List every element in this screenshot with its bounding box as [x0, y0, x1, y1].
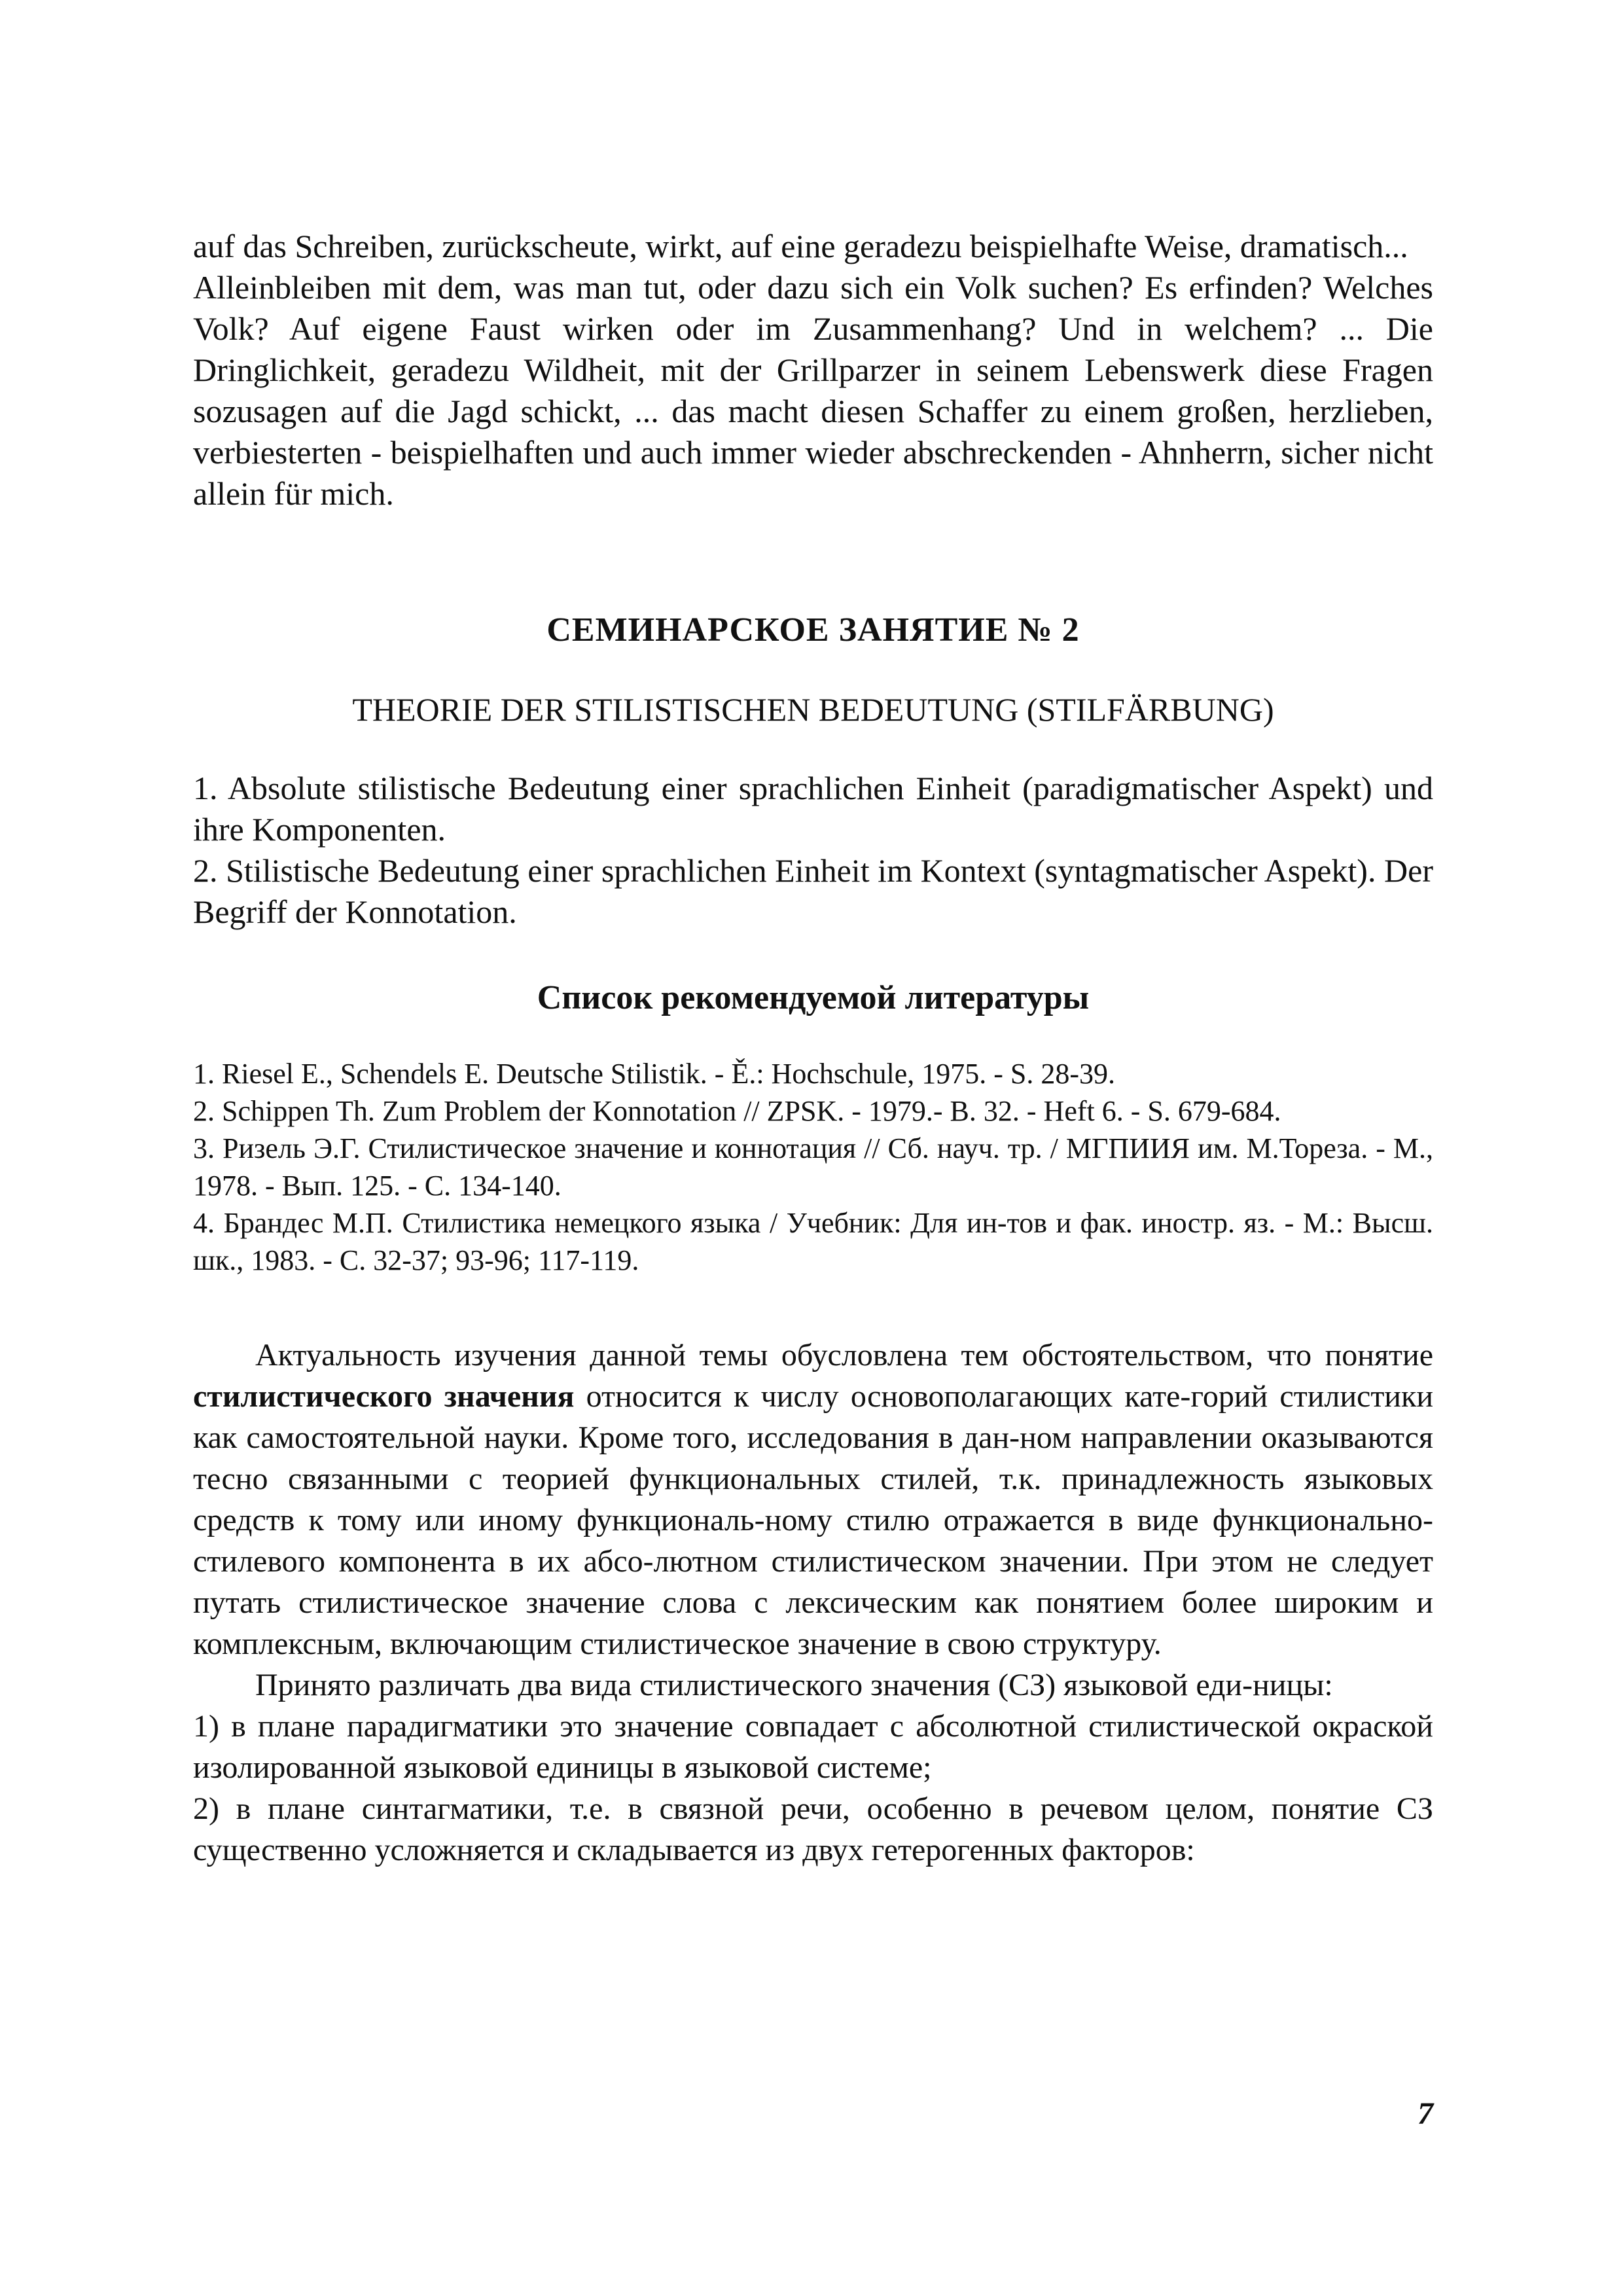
- question-item: 2. Stilistische Bedeutung einer sprachlichen Einheit im Kontext (syntagmatischer Aspekt). Der Begriff der Konnotation.: [193, 852, 1433, 930]
- literature-item: 1. Riesel E., Schendels E. Deutsche Stilistik. - Ě.: Hochschule, 1975. - S. 28-39.: [193, 1058, 1116, 1090]
- page-content: [193, 226, 1433, 1871]
- intro-line-1: auf das Schreiben, zurückscheute, wirkt, auf eine geradezu beispielhafte Weise, dramatisch...: [193, 228, 1408, 264]
- seminar-topic: THEORIE DER STILISTISCHEN BEDEUTUNG (STILFÄRBUNG): [352, 691, 1274, 728]
- literature-heading: Список рекомендуемой литературы: [537, 979, 1090, 1016]
- seminar-questions: [193, 768, 1433, 933]
- key-term: стилистического значения: [193, 1379, 575, 1414]
- body-paragraph-1-start: Актуальность изучения данной темы обусловлена тем обстоятельством, что понятие: [255, 1338, 1433, 1372]
- body-text: [193, 1335, 1433, 1871]
- literature-list: [193, 1055, 1433, 1279]
- seminar-title: СЕМИНАРСКОЕ ЗАНЯТИЕ № 2: [546, 611, 1080, 649]
- literature-item: 4. Брандес М.П. Стилистика немецкого языка / Учебник: Для ин-тов и фак. иностр. яз. - М.: Высш. шк., 1983. - С. 32-37; 93-96; 117-119.: [193, 1207, 1433, 1276]
- body-list-item-1: 1) в плане парадигматики это значение совпадает с абсолютной стилистической окраской изолированной языковой единицы в языковой системе;: [193, 1709, 1433, 1785]
- body-paragraph-1-end: относится к числу основополагающих кате-горий стилистики как самостоятельной науки. Кроме того, исследования в дан-ном направлении оказываются тесно связанными с теорией функциональных стилей, т.к. принадлежность языковых средств к тому или иному функциональ-ному стилю отражается в виде функционально-стилевого компонента в их абсо-лютном стилистическом значении. При этом не следует путать стилистическое значение слова с лексическим как понятием более широким и комплексным, включающим стилистическое значение в свою структуру.: [193, 1379, 1434, 1661]
- body-paragraph-1: [193, 1335, 1433, 1664]
- literature-item: 2. Schippen Th. Zum Problem der Konnotation // ZPSK. - 1979.- B. 32. - Heft 6. - S. 679-684.: [193, 1095, 1281, 1127]
- body-list-item-2: 2) в плане синтагматики, т.е. в связной речи, особенно в речевом целом, понятие СЗ существенно усложняется и складывается из двух гетерогенных факторов:: [193, 1791, 1433, 1867]
- intro-line-2: Alleinbleiben mit dem, was man tut, oder dazu sich ein Volk suchen? Es erfinden? Welches Volk? Auf eigene Faust wirken oder im Zusammenhang? Und in welchem? ... Die Dringlichkeit, geradezu Wildheit, mit der Grillparzer in seinem Lebenswerk diese Fragen sozusagen auf die Jagd schickt, ... das macht diesen Schaffer zu einem großen, herzlieben, verbiesterten - beispielhaften und auch immer wieder abschreckenden - Ahnherrn, sicher nicht allein für mich.: [193, 269, 1433, 512]
- question-item: 1. Absolute stilistische Bedeutung einer sprachlichen Einheit (paradigmatischer Aspekt) und ihre Komponenten.: [193, 770, 1433, 848]
- page-number: 7: [1418, 2096, 1433, 2131]
- intro-quote: [193, 226, 1433, 514]
- body-paragraph-2: Принято различать два вида стилистического значения (СЗ) языковой еди-ницы:: [255, 1668, 1333, 1702]
- literature-item: 3. Ризель Э.Г. Стилистическое значение и коннотация // Сб. науч. тр. / МГПИИЯ им. М.Тореза. - М., 1978. - Вып. 125. - С. 134-140.: [193, 1132, 1433, 1202]
